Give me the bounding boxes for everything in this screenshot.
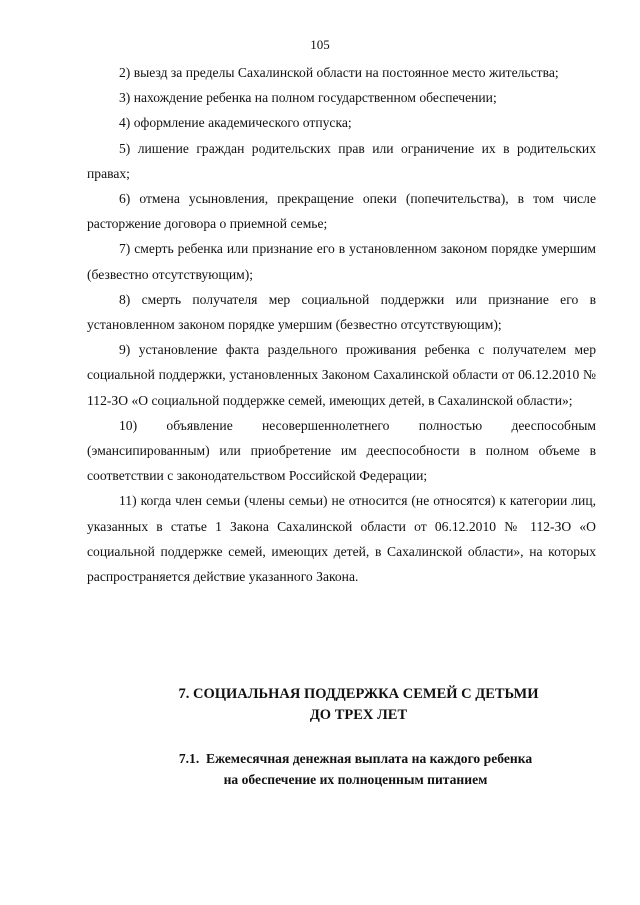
subsection-heading-line2: на обеспечение их полноценным питанием (223, 772, 488, 787)
list-item-5: 5) лишение граждан родительских прав или ограничение их в родительских правах; (87, 140, 596, 181)
list-item-2: 2) выезд за пределы Сахалинской области на постоянное место жительства; (119, 65, 559, 80)
page-number: 105 (310, 37, 330, 52)
list-item-9: 9) установление факта раздельного проживания ребенка с получателем мер социальной поддержки, установленных Законом Сахалинской области от 06.12.2010 № 112-ЗО «О социальной поддержке семей, имеющих детей, в Сахалинской области»; (87, 342, 596, 408)
list-item-7: 7) смерть ребенка или признание его в установленном законом порядке умершим (безвестно отсутствующим); (87, 241, 596, 282)
section-heading-line2: ДО ТРЕХ ЛЕТ (309, 707, 408, 723)
section-heading-line1: 7. СОЦИАЛЬНАЯ ПОДДЕРЖКА СЕМЕЙ С ДЕТЬМИ (178, 686, 539, 702)
list-item-4: 4) оформление академического отпуска; (119, 115, 352, 131)
list-item-8: 8) смерть получателя мер социальной поддержки или признание его в установленном законом порядке умершим (безвестно отсутствующим); (87, 291, 596, 333)
document-body (87, 60, 596, 589)
subsection-heading-line1: 7.1. Ежемесячная денежная выплата на каждого ребенка (178, 751, 533, 766)
list-item-3: 3) нахождение ребенка на полном государственном обеспечении; (119, 90, 497, 106)
list-item-10: 10) объявление несовершеннолетнего полностью дееспособным (эмансипированным) или приобретение им дееспособности в полном объеме в соответствии с законодательством Российской Федерации; (87, 417, 596, 484)
subsection-heading (87, 748, 596, 790)
list-item-6: 6) отмена усыновления, прекращение опеки (попечительства), в том числе расторжение договора о приемной семье; (87, 191, 596, 232)
section-heading (87, 684, 596, 726)
list-item-11: 11) когда член семьи (члены семьи) не относится (не относятся) к категории лиц, указанных в статье 1 Закона Сахалинской области от 06.12.2010 № 112-ЗО «О социальной поддержке семей, имеющих детей, в Сахалинской области», на которых распространяется действие указанного Закона. (87, 493, 596, 585)
